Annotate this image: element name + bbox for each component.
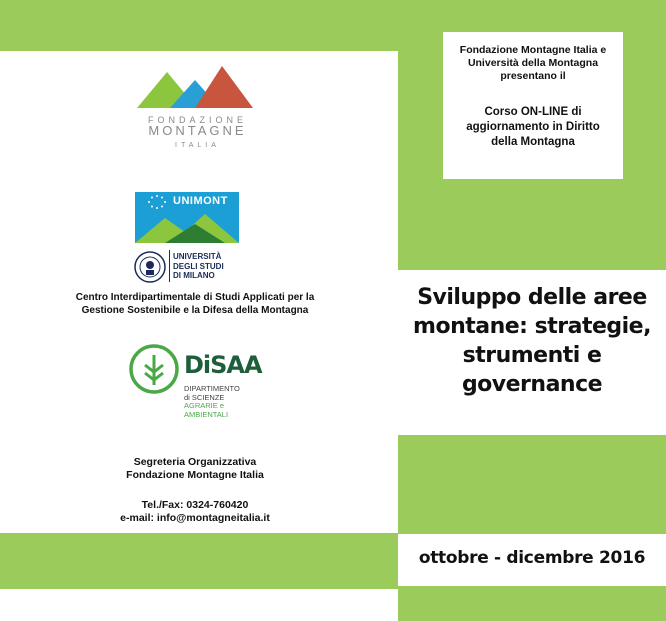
contact-block	[45, 499, 345, 525]
disaa-sub-4: AMBIENTALI	[184, 409, 229, 419]
centro-line-1: Centro Interdipartimentale di Studi Applicati per la	[75, 292, 315, 303]
title-line-2: montane: strategie,	[413, 314, 651, 339]
title-line-3: strumenti e	[462, 343, 602, 368]
green-band-bottom	[0, 533, 398, 589]
phone-fax: Tel./Fax: 0324-760420	[141, 499, 249, 511]
secretariat-line-1: Segreteria Organizzativa	[133, 456, 257, 468]
main-title	[398, 283, 666, 399]
disaa-sub-1: DIPARTIMENTO	[184, 384, 240, 393]
intro-box	[443, 32, 623, 179]
unimi-line-3: DI MILANO	[173, 271, 215, 280]
intro-line-1: Fondazione Montagne Italia e	[459, 44, 607, 56]
secretariat-block	[45, 456, 345, 482]
unimi-divider	[169, 250, 170, 282]
montagne-word: MONTAGNE	[148, 123, 247, 138]
disaa-sub-3: AGRARIE e	[184, 401, 225, 410]
course-line-2: aggiornamento in Diritto	[466, 121, 600, 133]
unimi-line-1: UNIVERSITÀ	[173, 252, 222, 261]
centro-line-2: Gestione Sostenibile e la Difesa della Montagna	[81, 304, 309, 316]
disaa-subtitle	[184, 385, 240, 419]
title-line-1: Sviluppo delle aree	[417, 285, 647, 310]
fondazione-word: FONDAZIONE	[147, 115, 247, 125]
unimi-logo	[133, 250, 253, 284]
disaa-logo	[128, 343, 268, 433]
disaa-sub-2: di SCIENZE	[184, 392, 225, 402]
unimont-label: UNIMONT	[173, 195, 228, 207]
course-line-3: della Montagna	[491, 136, 575, 148]
date-box	[398, 534, 666, 586]
fondazione-montagne-logo	[125, 60, 270, 155]
university-seal-icon	[133, 250, 167, 284]
course-line-1: Corso ON-LINE di	[484, 106, 582, 118]
course-dates: ottobre - dicembre 2016	[418, 548, 646, 568]
unimi-text	[173, 252, 224, 281]
italia-word: ITALIA	[175, 142, 220, 149]
intro-line-3: presentano il	[500, 70, 566, 82]
secretariat-line-2: Fondazione Montagne Italia	[126, 469, 264, 481]
email-address[interactable]: e-mail: info@montagneitalia.it	[120, 512, 270, 524]
centro-caption	[45, 292, 345, 317]
title-line-4: governance	[461, 372, 603, 397]
title-box	[398, 270, 666, 435]
mountains-icon	[125, 60, 270, 110]
intro-line-2: Università della Montagna	[467, 57, 599, 69]
unimi-line-2: DEGLI STUDI	[173, 261, 224, 271]
disaa-name: DiSAA	[184, 351, 262, 379]
leaf-icon	[128, 343, 180, 395]
unimont-logo	[135, 192, 239, 243]
